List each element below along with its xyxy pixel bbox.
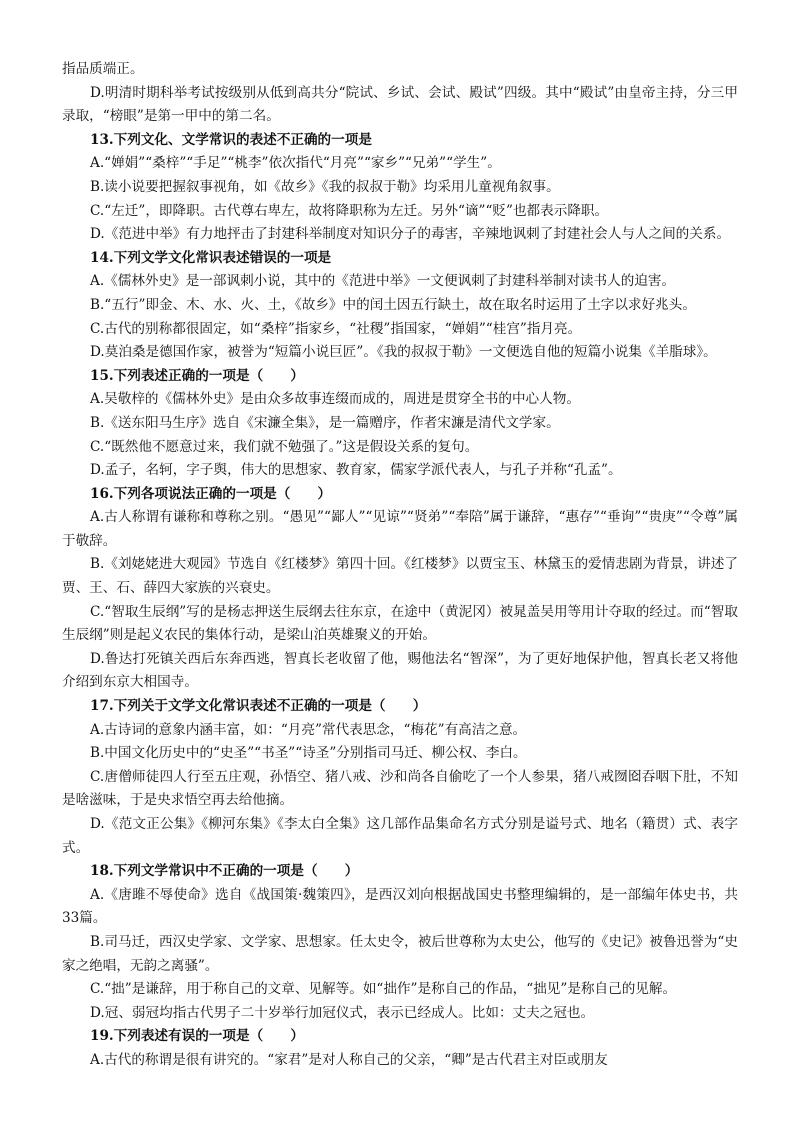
answer-option: A.“婵娟”“桑梓”“手足”“桃李”依次指代“月亮”“家乡”“兄弟”“学生”。 <box>90 155 501 172</box>
document-page <box>62 58 738 1073</box>
question-title: 19.下列表述有误的一项是（ ） <box>90 1028 304 1045</box>
answer-option: C.“左迁”，即降职。古代尊右卑左，故将降职称为左迁。另外“谪”“贬”也都表示降职。 <box>90 202 609 219</box>
answer-option: D.《范进中举》有力地抨击了封建科举制度对知识分子的毒害，辛辣地讽刺了封建社会人与人之间的关系。 <box>90 226 731 243</box>
answer-option: D.鲁达打死镇关西后东奔西逃，智真长老收留了他，赐他法名“智深”，为了更好地保护他，智真长老又将他介绍到东京大相国寺。 <box>62 650 738 691</box>
answer-option: A.古代的称谓是很有讲究的。“家君”是对人称自己的父亲，“卿”是古代君主对臣或朋友 <box>90 1051 608 1068</box>
question-title: 16.下列各项说法正确的一项是（ ） <box>90 485 332 502</box>
answer-option: A.古诗词的意象内涵丰富，如：“月亮”常代表思念，“梅花”有高洁之意。 <box>90 721 527 738</box>
answer-option: C.唐僧师徒四人行至五庄观，孙悟空、猪八戒、沙和尚各自偷吃了一个人参果，猪八戒囫囵吞咽下肚，不知是啥滋味，于是央求悟空再去给他摘。 <box>62 768 738 809</box>
answer-option: C.“拙”是谦辞，用于称自己的文章、见解等。如“拙作”是称自己的作品，“拙见”是称自己的见解。 <box>90 981 677 998</box>
answer-option: B.读小说要把握叙事视角，如《故乡》《我的叔叔于勒》均采用儿童视角叙事。 <box>90 178 560 195</box>
answer-option: D.冠、弱冠均指古代男子二十岁举行加冠仪式，表示已经成人。比如：丈夫之冠也。 <box>90 1004 595 1021</box>
question-title: 13.下列文化、文学常识的表述不正确的一项是 <box>90 131 372 148</box>
question-title: 15.下列表述正确的一项是（ ） <box>90 367 304 384</box>
answer-option: A.《唐雎不辱使命》选自《战国策·魏策四》，是西汉刘向根据战国史书整理编辑的，是一部编年体史书，共33篇。 <box>62 886 738 927</box>
answer-option: B.“五行”即金、木、水、火、土，《故乡》中的闰土因五行缺土，故在取名时运用了土字以求好兆头。 <box>90 296 696 313</box>
answer-option: A.《儒林外史》是一部讽刺小说，其中的《范进中举》一文便讽刺了封建科举制对读书人的迫害。 <box>90 273 676 290</box>
answer-option: B.司马迁，西汉史学家、文学家、思想家。任太史令，被后世尊称为太史公，他写的《史记》被鲁迅誉为“史家之绝唱，无韵之离骚”。 <box>62 933 738 974</box>
answer-option: C.古代的别称都很固定，如“桑梓”指家乡，“社稷”指国家，“婵娟”“桂宫”指月亮。 <box>90 320 582 337</box>
answer-option: A.吴敬梓的《儒林外史》是由众多故事连缀而成的，周进是贯穿全书的中心人物。 <box>90 391 580 408</box>
answer-option: D.《范文正公集》《柳河东集》《李太白全集》这几部作品集命名方式分别是谥号式、地名（籍贯）式、表字式。 <box>62 816 738 856</box>
answer-option: D.孟子，名轲，字子舆，伟大的思想家、教育家，儒家学派代表人，与孔子并称“孔孟”。 <box>90 462 622 479</box>
lead-paragraph: D.明清时期科举考试按级别从低到高共分“院试、乡试、会试、殿试”四级。其中“殿试”由皇帝主持，分三甲录取，“榜眼”是第一甲中的第二名。 <box>62 84 738 125</box>
answer-option: B.《刘姥姥进大观园》节选自《红楼梦》第四十回。《红楼梦》以贾宝玉、林黛玉的爱情悲剧为背景，讲述了贾、王、石、薛四大家族的兴衰史。 <box>62 556 738 597</box>
answer-option: B.《送东阳马生序》选自《宋濂全集》，是一篇赠序，作者宋濂是清代文学家。 <box>90 414 560 431</box>
question-title: 17.下列关于文学文化常识表述不正确的一项是（ ） <box>90 698 427 715</box>
answer-option: C.“智取生辰纲”写的是杨志押送生辰纲去往东京，在途中（黄泥冈）被晁盖吴用等用计夺取的经过。而“智取生辰纲”则是起义农民的集体行动，是梁山泊英雄聚义的开始。 <box>62 603 738 644</box>
question-title: 18.下列文学常识中不正确的一项是（ ） <box>90 863 359 880</box>
answer-option: B.中国文化历史中的“史圣”“书圣”“诗圣”分别指司马迁、柳公权、李白。 <box>90 745 527 762</box>
answer-option: A.古人称谓有谦称和尊称之别。“愚见”“鄙人”“见谅”“贤弟”“奉陪”属于谦辞，“惠存”“垂询”“贵庚”“令尊”属于敬辞。 <box>62 509 738 549</box>
answer-option: C.“既然他不愿意过来，我们就不勉强了。”这是假设关系的复句。 <box>90 438 479 455</box>
answer-option: D.莫泊桑是德国作家，被誉为“短篇小说巨匠”。《我的叔叔于勒》一文便选自他的短篇小说集《羊脂球》。 <box>90 344 717 361</box>
question-title: 14.下列文学文化常识表述错误的一项是 <box>90 249 332 266</box>
lead-paragraph: 指品质端正。 <box>62 61 144 77</box>
